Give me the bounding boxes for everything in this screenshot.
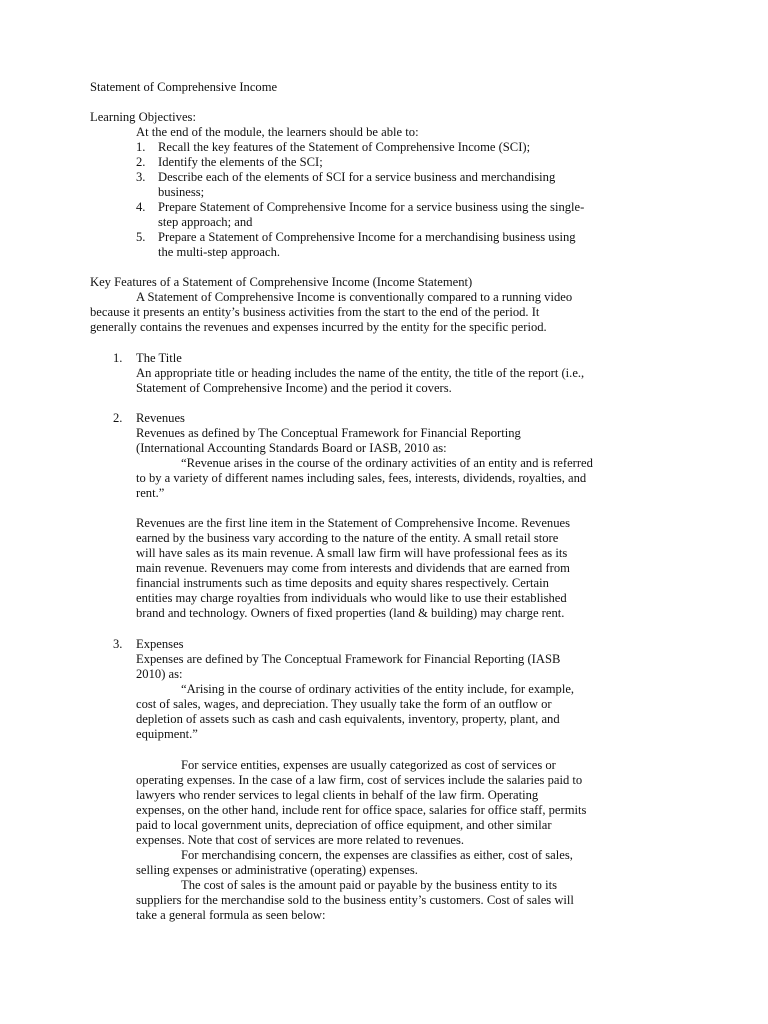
paragraph-line: For merchandising concern, the expenses are classifies as either, cost of sales, [181,848,573,862]
paragraph-line: because it presents an entity’s business activities from the start to the end of the period. It [90,305,540,319]
objective-number: 1. [136,140,146,154]
quote-line: depletion of assets such as cash and cash equivalents, inventory, property, plant, and [136,712,560,726]
objective-text: business; [158,185,205,199]
objective-number: 2. [136,155,146,169]
paragraph-line: Revenues are the first line item in the Statement of Comprehensive Income. Revenues [136,516,571,530]
quote-line: equipment.” [136,727,198,741]
paragraph-line: expenses, on the other hand, include rent for office space, salaries for office staff, permits [136,803,587,817]
section-number: 1. [113,351,123,365]
quote-line: rent.” [136,486,165,500]
paragraph-line: For service entities, expenses are usually categorized as cost of services or [181,758,556,772]
section-heading-revenues: Revenues [136,411,185,425]
section-number: 2. [113,411,123,425]
paragraph-line: A Statement of Comprehensive Income is conventionally compared to a running video [136,290,573,304]
objective-text: step approach; and [158,215,253,229]
quote-line: to by a variety of different names including sales, fees, interests, dividends, royalties, and [136,471,587,485]
paragraph-line: brand and technology. Owners of fixed properties (land & building) may charge rent. [136,606,565,620]
objective-text: Recall the key features of the Statement of Comprehensive Income (SCI); [158,140,531,154]
paragraph-line: operating expenses. In the case of a law firm, cost of services include the salaries paid to [136,773,583,787]
objective-text: the multi-step approach. [158,245,281,259]
paragraph-line: suppliers for the merchandise sold to the business entity’s customers. Cost of sales will [136,893,574,907]
paragraph-line: paid to local government units, depreciation of office equipment, and other similar [136,818,552,832]
objective-number: 3. [136,170,146,184]
objective-number: 4. [136,200,146,214]
quote-line: “Arising in the course of ordinary activities of the entity include, for example, [181,682,575,696]
objective-text: Prepare Statement of Comprehensive Income for a service business using the single- [158,200,585,214]
paragraph-line: earned by the business vary according to the nature of the entity. A small retail store [136,531,559,545]
paragraph-line: will have sales as its main revenue. A small law firm will have professional fees as its [136,546,568,560]
paragraph-line: selling expenses or administrative (operating) expenses. [136,863,418,877]
key-features-heading: Key Features of a Statement of Comprehensive Income (Income Statement) [90,275,473,289]
learning-objectives-intro: At the end of the module, the learners should be able to: [136,125,419,139]
learning-objectives-heading: Learning Objectives: [90,110,196,124]
section-number: 3. [113,637,123,651]
paragraph-line: entities may charge royalties from individuals who would like to use their established [136,591,567,605]
quote-line: cost of sales, wages, and depreciation. They usually take the form of an outflow or [136,697,552,711]
paragraph-line: lawyers who render services to legal clients in behalf of the law firm. Operating [136,788,539,802]
objective-text: Identify the elements of the SCI; [158,155,323,169]
paragraph-line: The cost of sales is the amount paid or payable by the business entity to its [181,878,557,892]
paragraph-line: Expenses are defined by The Conceptual Framework for Financial Reporting (IASB [136,652,561,666]
paragraph-line: Statement of Comprehensive Income) and the period it covers. [136,381,452,395]
paragraph-line: expenses. Note that cost of services are more related to revenues. [136,833,465,847]
paragraph-line: An appropriate title or heading includes the name of the entity, the title of the report (i.e., [136,366,585,380]
section-heading-expenses: Expenses [136,637,184,651]
objective-number: 5. [136,230,146,244]
paragraph-line: take a general formula as seen below: [136,908,326,922]
quote-line: “Revenue arises in the course of the ordinary activities of an entity and is referred [181,456,593,470]
paragraph-line: 2010) as: [136,667,183,681]
paragraph-line: Revenues as defined by The Conceptual Framework for Financial Reporting [136,426,521,440]
objective-text: Prepare a Statement of Comprehensive Income for a merchandising business using [158,230,576,244]
paragraph-line: generally contains the revenues and expenses incurred by the entity for the specific period. [90,320,547,334]
section-heading-title: The Title [136,351,182,365]
paragraph-line: financial instruments such as time deposits and equity shares respectively. Certain [136,576,549,590]
paragraph-line: main revenue. Revenuers may come from interests and dividends that are earned from [136,561,570,575]
document-title: Statement of Comprehensive Income [90,80,278,94]
objective-text: Describe each of the elements of SCI for a service business and merchandising [158,170,556,184]
paragraph-line: (International Accounting Standards Board or IASB, 2010 as: [136,441,447,455]
